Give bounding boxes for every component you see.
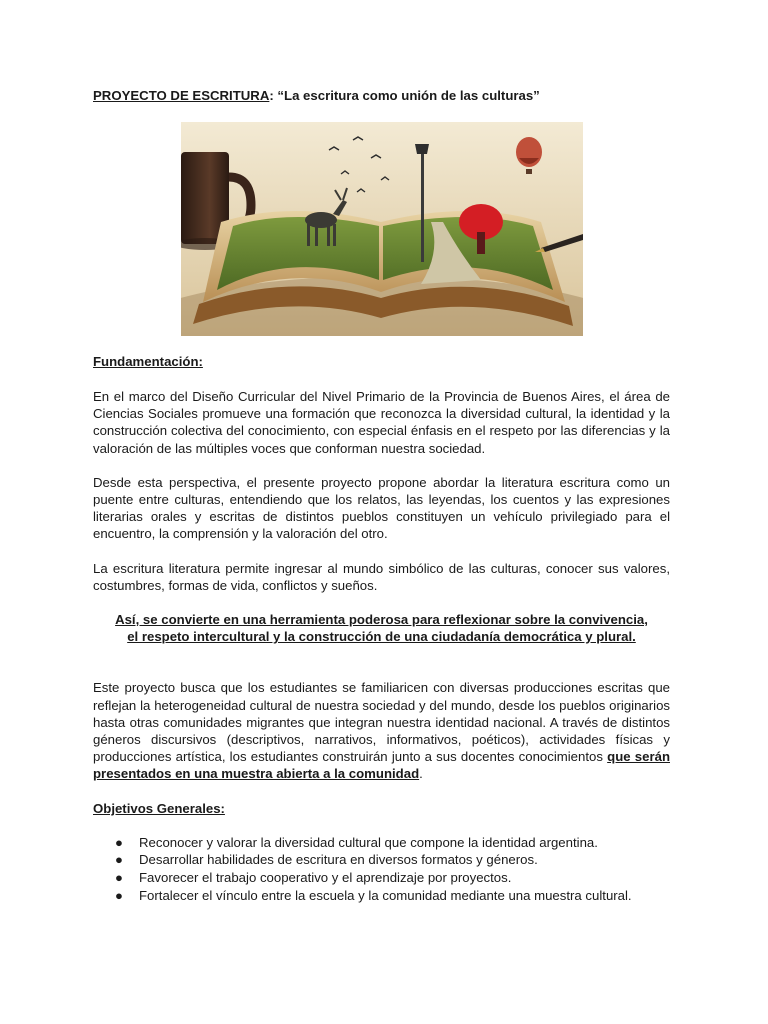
- paragraph-proyecto-text: Este proyecto busca que los estudiantes se familiaricen con diversas producciones escritas que reflejan la heterogeneidad cultural de nuestra sociedad y del mundo, desde los pueblos originarios hasta otras comunidades migrantes que integran nuestra identidad nacional. A través de distintos géneros discursivos (descriptivos, narrativos, informativos, poéticos), actividades físicas y producciones artística, los estudiantes construirán junto a sus docentes conocimientos: [93, 680, 670, 765]
- paragraph-marco: En el marco del Diseño Curricular del Nivel Primario de la Provincia de Buenos Aires, el área de Ciencias Sociales promueve una formación que reconozca la diversidad cultural, la identidad y la construcción colectiva del conocimiento, con especial énfasis en el respeto por las diferencias y la valoración de las múltiples voces que conforman nuestra sociedad.: [93, 389, 670, 456]
- highlight-line-1: Así, se convierte en una herramienta poderosa para reflexionar sobre la convivencia,: [115, 612, 648, 628]
- list-item-text: Desarrollar habilidades de escritura en diversos formatos y géneros.: [139, 852, 538, 868]
- list-item: [93, 887, 670, 905]
- bullet-icon: ●: [115, 870, 123, 886]
- bullet-icon: ●: [115, 852, 123, 868]
- highlight-statement: [93, 611, 670, 645]
- section-heading-fundamentacion: Fundamentación:: [93, 354, 203, 369]
- list-item-text: Reconocer y valorar la diversidad cultural que compone la identidad argentina.: [139, 834, 598, 850]
- objectives-list: [93, 834, 670, 905]
- paragraph-proyecto-emphasis: que serán presentados en una muestra abierta a la comunidad: [93, 749, 670, 782]
- section-heading-objetivos: Objetivos Generales:: [93, 800, 225, 816]
- bullet-icon: ●: [115, 887, 123, 903]
- paragraph-proyecto-end: .: [419, 766, 423, 782]
- paragraph-proyecto: [93, 679, 670, 782]
- bullet-icon: ●: [115, 834, 123, 850]
- paragraph-escritura: La escritura literatura permite ingresar al mundo simbólico de las culturas, conocer sus valores, costumbres, formas de vida, conflictos y sueños.: [93, 560, 670, 593]
- document-title: [93, 88, 670, 104]
- list-item: [93, 834, 670, 852]
- paragraph-perspectiva: Desde esta perspectiva, el presente proyecto propone abordar la literatura escritura como un puente entre culturas, entendiendo que los relatos, las leyendas, los cuentos y las expresiones literarias orales y escritas de distintos pueblos constituyen un vehículo privilegiado para el encuentro, la comprensión y la valoración del otro.: [93, 474, 670, 542]
- list-item: [93, 869, 670, 887]
- open-book-icon: [193, 211, 573, 326]
- document-page: [93, 88, 670, 904]
- book-illustration: [181, 122, 583, 336]
- highlight-line-2: el respeto intercultural y la construcción de una ciudadanía democrática y plural.: [127, 629, 636, 645]
- list-item-text: Favorecer el trabajo cooperativo y el aprendizaje por proyectos.: [139, 870, 512, 886]
- title-prefix: PROYECTO DE ESCRITURA: [93, 88, 270, 103]
- title-suffix: : “La escritura como unión de las culturas”: [269, 88, 540, 103]
- list-item-text: Fortalecer el vínculo entre la escuela y la comunidad mediante una muestra cultural.: [139, 887, 632, 903]
- list-item: [93, 851, 670, 869]
